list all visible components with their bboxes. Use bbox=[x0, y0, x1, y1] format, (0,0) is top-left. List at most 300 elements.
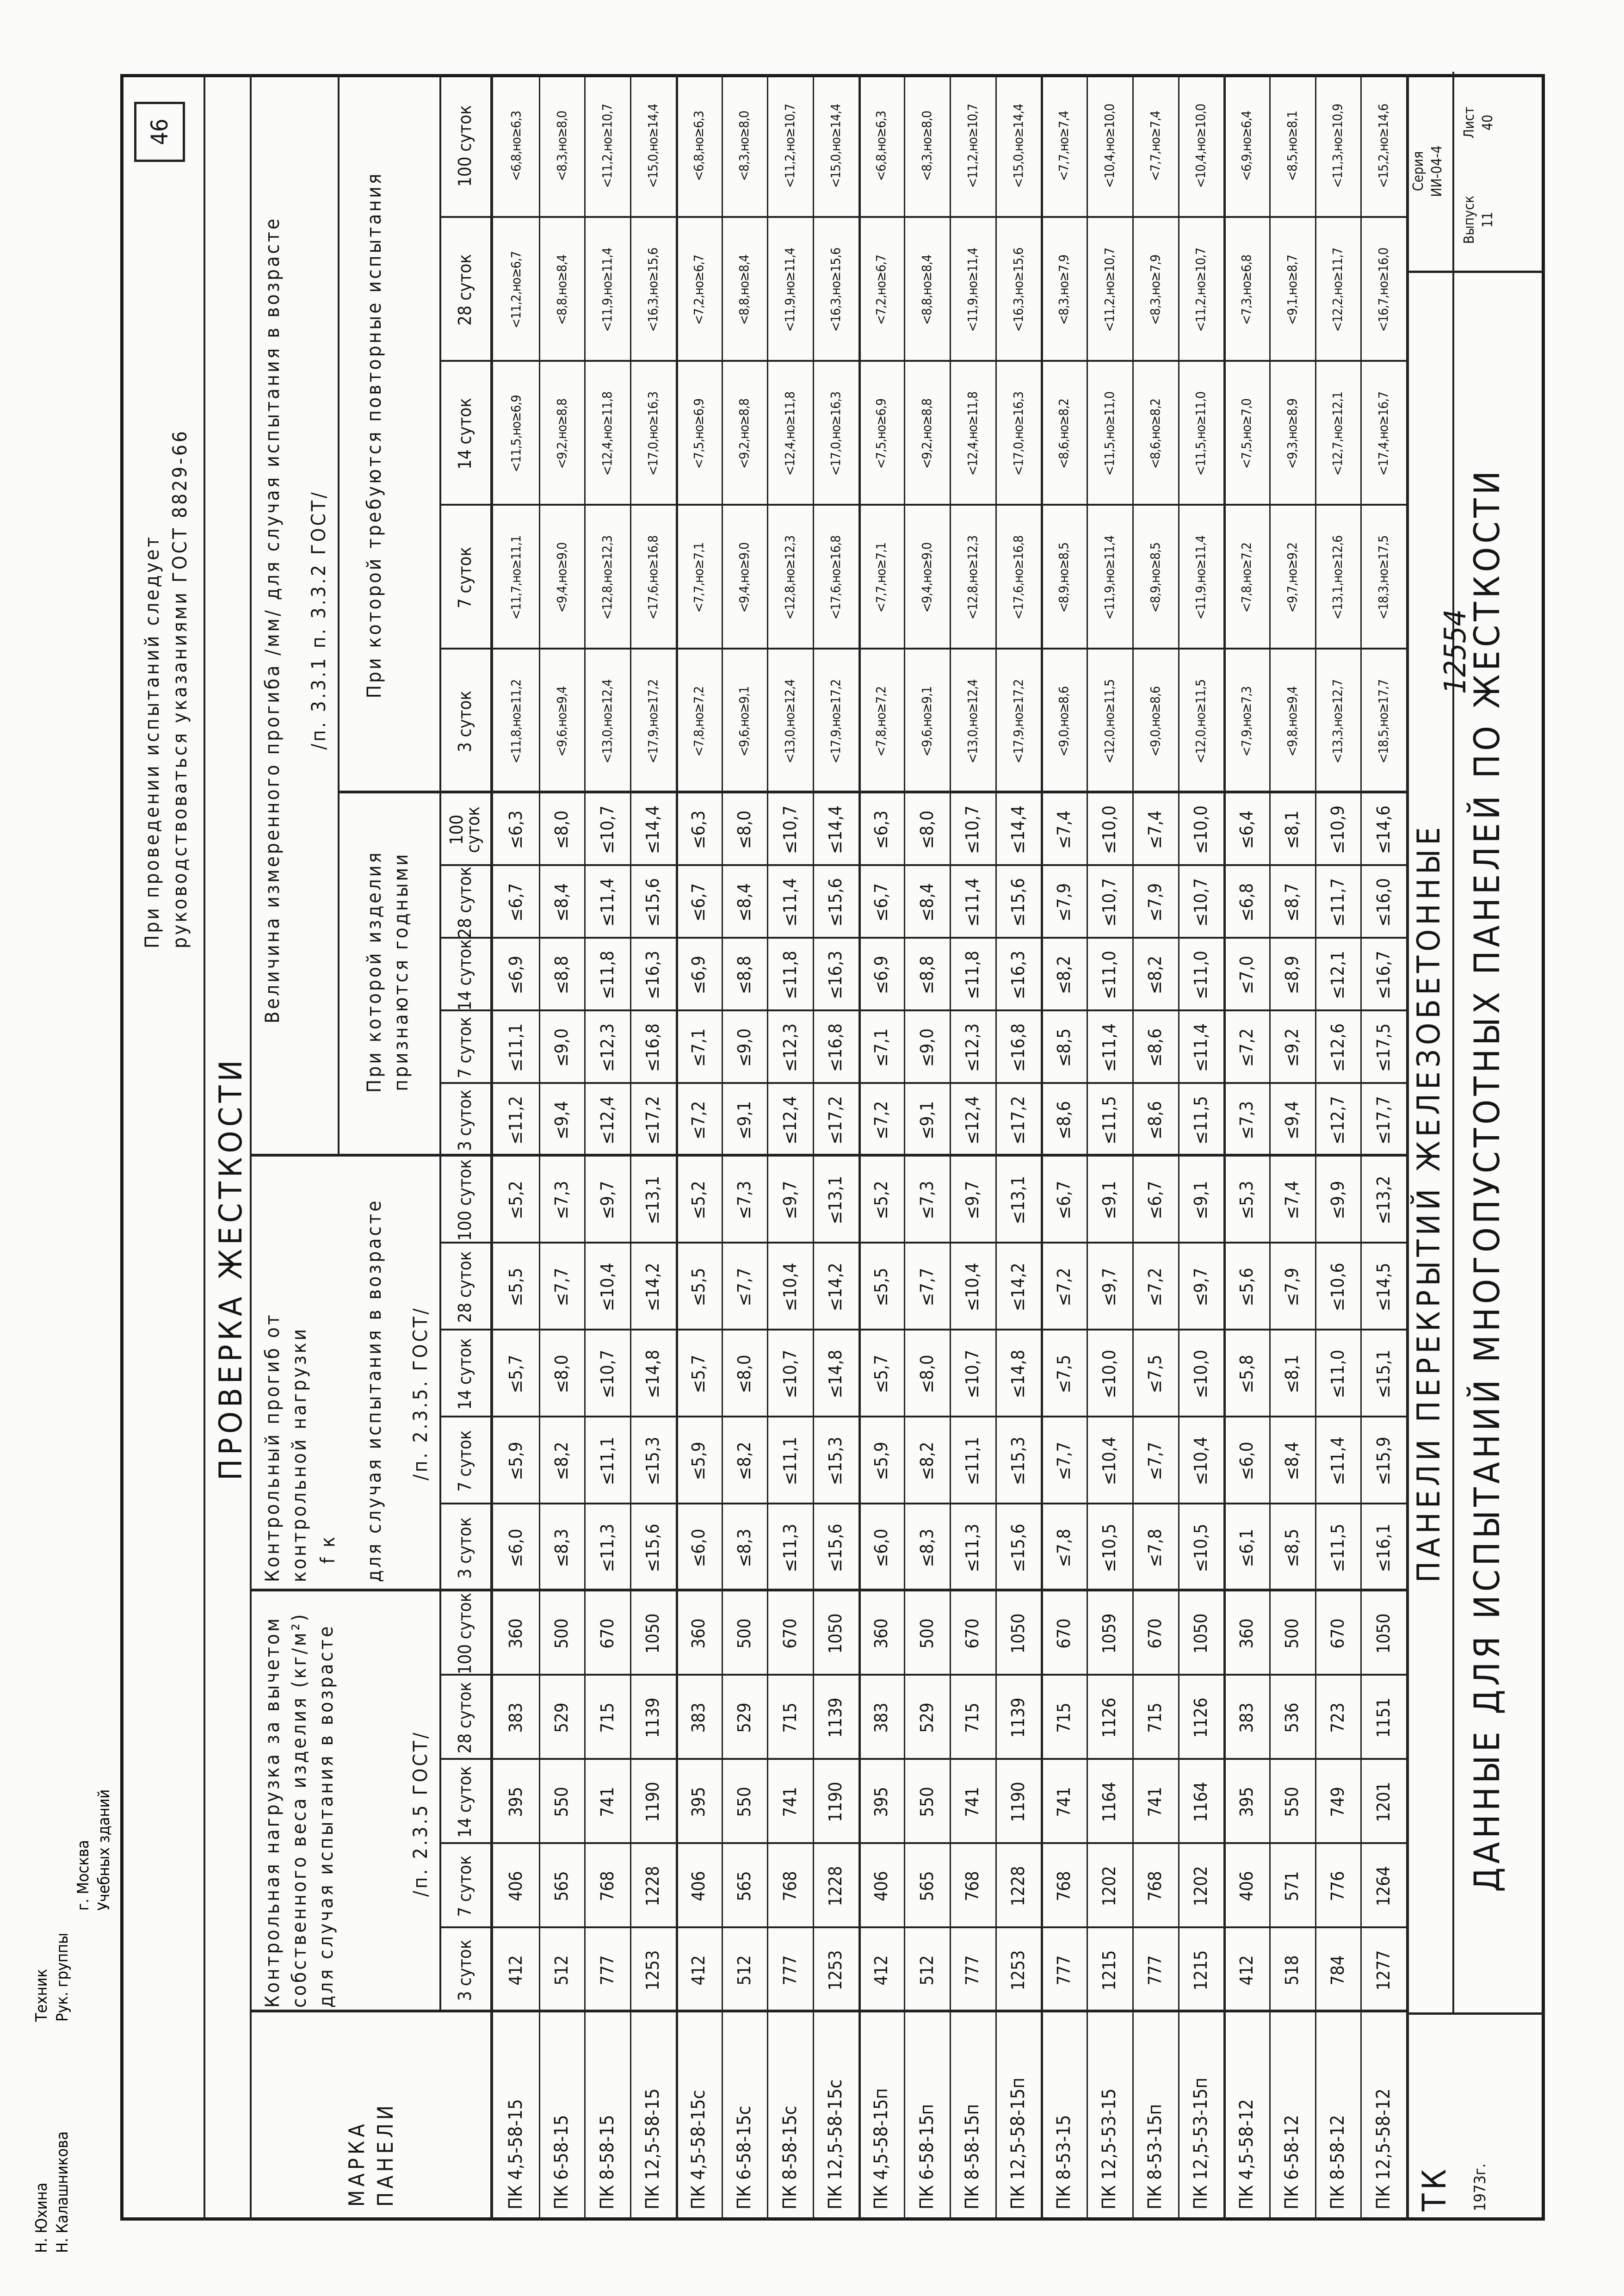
fit-cell: ≤16,3 bbox=[1008, 951, 1029, 999]
fit-cell: ≤14,4 bbox=[642, 805, 663, 854]
panel-mark: ПК 12,5-53-15 bbox=[1099, 2088, 1120, 2209]
header-deflection-formula: f к bbox=[316, 1534, 339, 1564]
load-cell: 715 bbox=[1145, 1702, 1166, 1733]
defl-cell: ≤7,7 bbox=[1145, 1442, 1166, 1480]
load-cell: 1190 bbox=[825, 1782, 846, 1822]
retest-cell: <11,9,но≥11,4 bbox=[1193, 535, 1209, 620]
defl-cell: ≤11,1 bbox=[962, 1436, 983, 1485]
load-cell: 412 bbox=[1236, 1955, 1257, 1986]
fit-cell: ≤7,4 bbox=[1145, 811, 1166, 849]
fit-cell: ≤9,4 bbox=[1282, 1101, 1303, 1139]
load-cell: 550 bbox=[1282, 1787, 1303, 1817]
fit-cell: ≤11,1 bbox=[506, 1023, 526, 1072]
retest-cell: <12,4,но≥11,8 bbox=[964, 391, 980, 476]
panel-mark: ПК 4,5-58-12 bbox=[1235, 2099, 1257, 2209]
defl-cell: ≤6,7 bbox=[1145, 1181, 1166, 1219]
panel-mark: ПК 12,5-58-12 bbox=[1372, 2088, 1394, 2209]
defl-cell: ≤10,4 bbox=[597, 1262, 617, 1312]
age-header-defl-4: 100 суток bbox=[455, 1159, 475, 1241]
load-cell: 1164 bbox=[1099, 1782, 1120, 1822]
fit-cell: ≤7,2 bbox=[688, 1101, 709, 1139]
panel-mark: ПК 8-58-12 bbox=[1327, 2115, 1348, 2209]
fit-cell: ≤8,4 bbox=[734, 883, 754, 922]
signature-block bbox=[28, 1689, 116, 2262]
retest-cell: <6,8,но≥6,3 bbox=[873, 111, 889, 181]
defl-cell: ≤14,5 bbox=[1373, 1262, 1394, 1312]
fit-cell: ≤7,1 bbox=[688, 1028, 709, 1067]
load-cell: 1190 bbox=[642, 1782, 663, 1822]
retest-cell: <11,7,но≥11,1 bbox=[508, 535, 524, 620]
retest-cell: <11,5,но≥11,0 bbox=[1101, 391, 1117, 476]
defl-cell: ≤15,9 bbox=[1373, 1436, 1394, 1485]
retest-cell: <12,8,но≥12,3 bbox=[599, 535, 615, 620]
retest-cell: <11,5,но≥11,0 bbox=[1193, 391, 1209, 476]
retest-cell: <7,5,но≥7,0 bbox=[1239, 398, 1254, 469]
load-cell: 412 bbox=[871, 1955, 891, 1986]
fit-cell: ≤12,3 bbox=[779, 1023, 800, 1072]
retest-cell: <8,5,но≥8,1 bbox=[1284, 111, 1300, 181]
retest-cell: <7,5,но≥6,9 bbox=[873, 398, 889, 469]
retest-cell: <7,2,но≥6,7 bbox=[691, 254, 706, 325]
retest-cell: <11,5,но≥6,9 bbox=[508, 395, 524, 472]
subtitle: ПАНЕЛИ ПЕРЕКРЫТИЙ ЖЕЛЕЗОБЕТОННЫЕ bbox=[1411, 823, 1447, 1583]
load-cell: 1139 bbox=[825, 1697, 846, 1738]
fit-cell: ≤8,7 bbox=[1282, 883, 1303, 922]
defl-cell: ≤10,7 bbox=[597, 1349, 617, 1399]
load-cell: 383 bbox=[506, 1702, 526, 1733]
defl-cell: ≤11,4 bbox=[1327, 1436, 1348, 1485]
retest-cell: <10,4,но≥10,0 bbox=[1101, 104, 1117, 188]
retest-cell: <6,9,но≥6,4 bbox=[1239, 111, 1254, 181]
age-header-fit-1: 7 суток bbox=[455, 1016, 475, 1079]
fit-cell: ≤10,7 bbox=[779, 805, 800, 854]
defl-cell: ≤14,2 bbox=[1008, 1262, 1029, 1312]
defl-cell: ≤9,7 bbox=[1099, 1268, 1120, 1306]
retest-cell: <17,6,но≥16,8 bbox=[645, 535, 661, 620]
retest-cell: <7,8,но≥7,2 bbox=[691, 686, 706, 757]
fit-cell: ≤11,0 bbox=[1099, 951, 1120, 999]
defl-cell: ≤9,7 bbox=[779, 1181, 800, 1219]
defl-cell: ≤5,2 bbox=[506, 1181, 526, 1219]
fit-cell: ≤11,4 bbox=[1099, 1023, 1120, 1072]
header-deflection-case: для случая испытания в возрасте bbox=[363, 1198, 385, 1582]
defl-cell: ≤10,5 bbox=[1099, 1523, 1120, 1572]
retest-cell: <17,0,но≥16,3 bbox=[1010, 391, 1026, 476]
fit-cell: ≤9,0 bbox=[734, 1028, 754, 1067]
load-cell: 1050 bbox=[1008, 1613, 1029, 1654]
fit-cell: ≤8,1 bbox=[1282, 811, 1303, 849]
defl-cell: ≤10,0 bbox=[1190, 1349, 1211, 1399]
defl-cell: ≤14,8 bbox=[825, 1349, 846, 1399]
retest-cell: <7,8,но≥7,2 bbox=[1239, 542, 1254, 613]
retest-cell: <8,3,но≥8,0 bbox=[554, 111, 569, 181]
load-cell: 715 bbox=[1053, 1702, 1074, 1733]
defl-cell: ≤6,0 bbox=[871, 1529, 891, 1567]
retest-cell: <11,2,но≥10,7 bbox=[1101, 248, 1117, 332]
retest-cell: <9,6,но≥9,4 bbox=[554, 686, 569, 757]
load-cell: 360 bbox=[506, 1618, 526, 1649]
age-header-retest-4: 100 суток bbox=[455, 105, 475, 187]
defl-cell: ≤11,3 bbox=[597, 1523, 617, 1572]
retest-cell: <17,4,но≥16,7 bbox=[1376, 391, 1391, 476]
panel-mark: ПК 4,5-58-15 bbox=[505, 2099, 527, 2209]
age-header-retest-3: 28 суток bbox=[455, 254, 475, 326]
retest-cell: <18,5,но≥17,7 bbox=[1376, 679, 1391, 764]
load-cell: 1253 bbox=[825, 1950, 846, 1991]
retest-cell: <7,3,но≥6,8 bbox=[1239, 254, 1254, 325]
age-header-load-4: 100 суток bbox=[455, 1592, 475, 1675]
fit-cell: ≤11,5 bbox=[1190, 1096, 1211, 1145]
load-cell: 777 bbox=[1053, 1955, 1074, 1986]
retest-cell: <9,1,но≥8,7 bbox=[1284, 254, 1300, 325]
load-cell: 1215 bbox=[1190, 1950, 1211, 1991]
retest-cell: <8,8,но≥8,4 bbox=[919, 254, 935, 325]
retest-cell: <8,3,но≥7,9 bbox=[1147, 254, 1163, 325]
top-band-line bbox=[204, 74, 205, 2221]
load-cell: 741 bbox=[779, 1787, 800, 1817]
defl-cell: ≤15,6 bbox=[825, 1523, 846, 1572]
measured-line bbox=[338, 74, 340, 1157]
load-cell: 395 bbox=[1236, 1787, 1257, 1817]
header-deflection: Контрольный прогиб от контрольной нагрузки bbox=[261, 1312, 310, 1582]
load-cell: 512 bbox=[734, 1955, 754, 1986]
retest-cell: <7,7,но≥7,1 bbox=[873, 542, 889, 613]
load-cell: 1050 bbox=[825, 1613, 846, 1654]
fit-cell: ≤12,4 bbox=[779, 1096, 800, 1145]
load-cell: 768 bbox=[597, 1871, 617, 1901]
load-cell: 383 bbox=[688, 1702, 709, 1733]
stamp-role1: Рук. группы bbox=[53, 1932, 72, 2022]
fit-cell: ≤7,1 bbox=[871, 1028, 891, 1067]
retest-cell: <17,9,но≥17,2 bbox=[1010, 679, 1026, 764]
defl-cell: ≤7,5 bbox=[1145, 1355, 1166, 1393]
defl-cell: ≤8,3 bbox=[734, 1529, 754, 1567]
load-cell: 550 bbox=[734, 1787, 754, 1817]
fit-cell: ≤11,0 bbox=[1190, 951, 1211, 999]
load-cell: 360 bbox=[688, 1618, 709, 1649]
load-cell: 412 bbox=[506, 1955, 526, 1986]
defl-cell: ≤13,1 bbox=[1008, 1176, 1029, 1225]
retest-cell: <11,9,но≥11,4 bbox=[599, 248, 615, 332]
load-cell: 565 bbox=[734, 1871, 754, 1901]
fit-cell: ≤11,4 bbox=[962, 878, 983, 927]
panel-mark: ПК 6-58-12 bbox=[1281, 2115, 1303, 2209]
retest-cell: <15,2,но≥14,6 bbox=[1376, 104, 1391, 188]
fit-cell: ≤6,4 bbox=[1236, 811, 1257, 849]
defl-cell: ≤7,8 bbox=[1053, 1529, 1074, 1567]
load-cell: 1139 bbox=[1008, 1697, 1029, 1738]
defl-cell: ≤7,3 bbox=[551, 1181, 572, 1219]
age-header-load-3: 28 суток bbox=[455, 1682, 475, 1754]
retest-cell: <13,0,но≥12,4 bbox=[599, 679, 615, 764]
retest-cell: <8,8,но≥8,4 bbox=[554, 254, 569, 325]
panel-mark: ПК 12,5-58-15с bbox=[825, 2079, 846, 2209]
retest-cell: <11,2,но≥10,7 bbox=[964, 104, 980, 188]
load-cell: 406 bbox=[1236, 1871, 1257, 1901]
fit-cell: ≤16,7 bbox=[1373, 951, 1394, 999]
retest-cell: <9,4,но≥9,0 bbox=[919, 542, 935, 613]
load-cell: 1277 bbox=[1373, 1950, 1394, 1991]
retest-cell: <7,7,но≥7,4 bbox=[1147, 111, 1163, 181]
defl-cell: ≤11,3 bbox=[962, 1523, 983, 1572]
load-cell: 741 bbox=[1053, 1787, 1074, 1817]
load-cell: 1201 bbox=[1373, 1782, 1394, 1822]
load-cell: 1228 bbox=[642, 1866, 663, 1906]
retest-cell: <9,4,но≥9,0 bbox=[736, 542, 752, 613]
defl-cell: ≤8,2 bbox=[734, 1442, 754, 1480]
load-cell: 1215 bbox=[1099, 1950, 1120, 1991]
stamp-sheet-value: 40 bbox=[1480, 114, 1496, 131]
retest-cell: <6,8,но≥6,3 bbox=[508, 111, 524, 181]
defl-cell: ≤8,2 bbox=[551, 1442, 572, 1480]
defl-cell: ≤14,2 bbox=[642, 1262, 663, 1312]
defl-cell: ≤15,3 bbox=[825, 1436, 846, 1485]
load-cell: 1151 bbox=[1373, 1697, 1394, 1738]
fit-cell: ≤9,1 bbox=[916, 1101, 937, 1139]
retest-cell: <11,2,но≥6,7 bbox=[508, 251, 524, 328]
age-header-defl-2: 14 суток bbox=[455, 1338, 475, 1410]
retest-cell: <7,5,но≥6,9 bbox=[691, 398, 706, 469]
defl-cell: ≤8,1 bbox=[1282, 1355, 1303, 1393]
age-header-fit-2: 14 суток bbox=[455, 939, 475, 1011]
retest-cell: <12,8,но≥12,3 bbox=[964, 535, 980, 620]
fit-cell: ≤14,4 bbox=[825, 805, 846, 854]
fit-cell: ≤12,3 bbox=[597, 1023, 617, 1072]
retest-cell: <16,3,но≥15,6 bbox=[827, 248, 843, 332]
defl-cell: ≤10,5 bbox=[1190, 1523, 1211, 1572]
stamp-sheet-label: Лист bbox=[1461, 106, 1477, 139]
fit-cell: ≤6,7 bbox=[506, 883, 526, 922]
defl-cell: ≤10,0 bbox=[1099, 1349, 1120, 1399]
retest-cell: <16,7,но≥16,0 bbox=[1376, 248, 1391, 332]
retest-cell: <10,4,но≥10,0 bbox=[1193, 104, 1209, 188]
load-cell: 500 bbox=[551, 1618, 572, 1649]
retest-cell: <11,2,но≥10,7 bbox=[782, 104, 798, 188]
retest-cell: <7,8,но≥7,2 bbox=[873, 686, 889, 757]
retest-cell: <12,0,но≥11,5 bbox=[1193, 679, 1209, 764]
fit-cell: ≤10,7 bbox=[1099, 878, 1120, 927]
fit-cell: ≤16,0 bbox=[1373, 878, 1394, 927]
panel-mark: ПК 12,5-53-15п bbox=[1190, 2077, 1211, 2209]
page-title: ДАННЫЕ ДЛЯ ИСПЫТАНИЙ МНОГОПУСТОТНЫХ ПАНЕЛЕЙ ПО ЖЕСТКОСТИ bbox=[1466, 467, 1507, 1892]
fit-cell: ≤14,4 bbox=[1008, 805, 1029, 854]
stamp-role2: Техник bbox=[32, 1969, 51, 2022]
retest-cell: <15,0,но≥14,4 bbox=[645, 104, 661, 188]
fit-cell: ≤6,7 bbox=[688, 883, 709, 922]
load-cell: 715 bbox=[597, 1702, 617, 1733]
defl-cell: ≤7,8 bbox=[1145, 1529, 1166, 1567]
defl-cell: ≤13,1 bbox=[642, 1176, 663, 1225]
load-cell: 741 bbox=[597, 1787, 617, 1817]
defl-cell: ≤8,0 bbox=[551, 1355, 572, 1393]
load-cell: 1228 bbox=[1008, 1866, 1029, 1906]
fit-cell: ≤8,2 bbox=[1145, 956, 1166, 994]
fit-cell: ≤16,8 bbox=[1008, 1023, 1029, 1072]
fit-cell: ≤12,7 bbox=[1327, 1096, 1348, 1145]
section-title: ПРОВЕРКА ЖЕСТКОСТИ bbox=[213, 1056, 249, 1480]
retest-cell: <8,9,но≥8,5 bbox=[1147, 542, 1163, 613]
load-cell: 741 bbox=[1145, 1787, 1166, 1817]
retest-cell: <6,8,но≥6,3 bbox=[691, 111, 706, 181]
fit-cell: ≤7,3 bbox=[1236, 1101, 1257, 1139]
defl-cell: ≤6,0 bbox=[506, 1529, 526, 1567]
retest-cell: <8,6,но≥8,2 bbox=[1147, 398, 1163, 469]
retest-cell: <17,0,но≥16,3 bbox=[645, 391, 661, 476]
load-cell: 500 bbox=[734, 1618, 754, 1649]
panel-mark: ПК 4,5-58-15п bbox=[870, 2088, 892, 2209]
fit-cell: ≤8,4 bbox=[551, 883, 572, 922]
top-note-line2: руководствоваться указаниями ГОСТ 8829-66 bbox=[168, 429, 191, 948]
defl-cell: ≤10,4 bbox=[779, 1262, 800, 1312]
age-header-defl-3: 28 суток bbox=[455, 1251, 475, 1323]
defl-cell: ≤6,0 bbox=[688, 1529, 709, 1567]
retest-cell: <8,9,но≥8,5 bbox=[1056, 542, 1072, 613]
defl-cell: ≤15,3 bbox=[642, 1436, 663, 1485]
load-cell: 1126 bbox=[1099, 1697, 1120, 1738]
retest-cell: <9,6,но≥9,1 bbox=[919, 686, 935, 757]
panel-mark: ПК 8-53-15 bbox=[1053, 2115, 1074, 2209]
load-cell: 1190 bbox=[1008, 1782, 1029, 1822]
retest-cell: <9,4,но≥9,0 bbox=[554, 542, 569, 613]
load-cell: 550 bbox=[551, 1787, 572, 1817]
fit-cell: ≤8,8 bbox=[551, 956, 572, 994]
defl-cell: ≤16,1 bbox=[1373, 1523, 1394, 1572]
defl-cell: ≤9,7 bbox=[1190, 1268, 1211, 1306]
load-cell: 670 bbox=[962, 1618, 983, 1649]
defl-cell: ≤15,6 bbox=[642, 1523, 663, 1572]
age-header-retest-0: 3 суток bbox=[455, 690, 475, 753]
retest-cell: <9,2,но≥8,8 bbox=[919, 398, 935, 469]
load-cell: 529 bbox=[916, 1702, 937, 1733]
stamp-person1: Н. Калашникова bbox=[53, 2131, 72, 2253]
fit-cell: ≤17,5 bbox=[1373, 1023, 1394, 1072]
fit-cell: ≤11,8 bbox=[962, 951, 983, 999]
fit-cell: ≤12,6 bbox=[1327, 1023, 1348, 1072]
load-cell: 550 bbox=[916, 1787, 937, 1817]
fit-cell: ≤11,8 bbox=[779, 951, 800, 999]
load-cell: 529 bbox=[551, 1702, 572, 1733]
fit-cell: ≤10,0 bbox=[1190, 805, 1211, 854]
retest-cell: <9,2,но≥8,8 bbox=[554, 398, 569, 469]
header-mark: МАРКА ПАНЕЛИ bbox=[344, 2102, 398, 2207]
load-cell: 395 bbox=[688, 1787, 709, 1817]
load-cell: 565 bbox=[551, 1871, 572, 1901]
defl-cell: ≤7,7 bbox=[551, 1268, 572, 1306]
load-cell: 395 bbox=[506, 1787, 526, 1817]
retest-cell: <17,0,но≥16,3 bbox=[827, 391, 843, 476]
age-header-load-0: 3 суток bbox=[455, 1939, 475, 2001]
defl-cell: ≤10,6 bbox=[1327, 1262, 1348, 1312]
fit-cell: ≤12,4 bbox=[962, 1096, 983, 1145]
defl-cell: ≤5,7 bbox=[688, 1355, 709, 1393]
retest-cell: <12,8,но≥12,3 bbox=[782, 535, 798, 620]
stamp-person2: Н. Юхина bbox=[32, 2182, 51, 2253]
fit-cell: ≤7,2 bbox=[871, 1101, 891, 1139]
fit-cell: ≤6,9 bbox=[506, 956, 526, 994]
fit-cell: ≤8,6 bbox=[1053, 1101, 1074, 1139]
load-cell: 500 bbox=[1282, 1618, 1303, 1649]
load-cell: 670 bbox=[597, 1618, 617, 1649]
defl-cell: ≤9,7 bbox=[597, 1181, 617, 1219]
defl-cell: ≤5,2 bbox=[688, 1181, 709, 1219]
section-line bbox=[250, 74, 252, 2221]
defl-cell: ≤14,8 bbox=[642, 1349, 663, 1399]
load-cell: 529 bbox=[734, 1702, 754, 1733]
defl-cell: ≤10,4 bbox=[962, 1262, 983, 1312]
panel-mark: ПК 6-58-15с bbox=[733, 2105, 755, 2209]
load-cell: 406 bbox=[871, 1871, 891, 1901]
retest-cell: <9,6,но≥9,1 bbox=[736, 686, 752, 757]
defl-cell: ≤5,7 bbox=[506, 1355, 526, 1393]
load-cell: 395 bbox=[871, 1787, 891, 1817]
fit-cell: ≤15,6 bbox=[642, 878, 663, 927]
load-cell: 670 bbox=[1327, 1618, 1348, 1649]
fit-cell: ≤9,0 bbox=[551, 1028, 572, 1067]
rotated-sheet bbox=[120, 74, 1545, 2221]
retest-cell: <9,8,но≥9,4 bbox=[1284, 686, 1300, 757]
defl-cell: ≤8,0 bbox=[734, 1355, 754, 1393]
retest-cell: <13,0,но≥12,4 bbox=[782, 679, 798, 764]
top-note-line1: При проведении испытаний следует bbox=[141, 534, 163, 948]
panel-mark: ПК 8-58-15п bbox=[962, 2104, 983, 2209]
stamp-left bbox=[1406, 2012, 1545, 2221]
defl-cell: ≤11,5 bbox=[1327, 1523, 1348, 1572]
retest-cell: <13,3,но≥12,7 bbox=[1330, 679, 1346, 764]
fit-cell: ≤11,4 bbox=[597, 878, 617, 927]
age-header-retest-2: 14 суток bbox=[455, 398, 475, 470]
load-cell: 1050 bbox=[1373, 1613, 1394, 1654]
load-cell: 768 bbox=[1145, 1871, 1166, 1901]
defl-cell: ≤6,0 bbox=[1236, 1442, 1257, 1480]
fit-cell: ≤6,9 bbox=[688, 956, 709, 994]
fit-cell: ≤6,3 bbox=[506, 811, 526, 849]
load-cell: 500 bbox=[916, 1618, 937, 1649]
age-header-fit-3: 28 суток bbox=[455, 866, 475, 938]
defl-cell: ≤15,3 bbox=[1008, 1436, 1029, 1485]
fit-cell: ≤6,3 bbox=[871, 811, 891, 849]
defl-cell: ≤5,6 bbox=[1236, 1268, 1257, 1306]
panel-mark: ПК 8-58-15 bbox=[596, 2115, 618, 2209]
stamp-issue-label: Выпуск bbox=[1461, 195, 1477, 244]
fit-cell: ≤6,8 bbox=[1236, 883, 1257, 922]
fit-cell: ≤15,6 bbox=[1008, 878, 1029, 927]
panel-mark: ПК 12,5-58-15п bbox=[1007, 2077, 1029, 2209]
fit-cell: ≤17,2 bbox=[642, 1096, 663, 1145]
retest-cell: <13,0,но≥12,4 bbox=[964, 679, 980, 764]
registration-number: 12554 bbox=[1439, 609, 1473, 694]
fit-cell: ≤8,0 bbox=[551, 811, 572, 849]
panel-mark: ПК 6-58-15п bbox=[916, 2104, 938, 2209]
defl-cell: ≤13,1 bbox=[825, 1176, 846, 1225]
defl-cell: ≤11,1 bbox=[779, 1436, 800, 1485]
fit-cell: ≤8,0 bbox=[734, 811, 754, 849]
load-cell: 1164 bbox=[1190, 1782, 1211, 1822]
load-cell: 383 bbox=[1236, 1702, 1257, 1733]
defl-cell: ≤5,7 bbox=[871, 1355, 891, 1393]
load-cell: 512 bbox=[551, 1955, 572, 1986]
load-cell: 715 bbox=[962, 1702, 983, 1733]
defl-cell: ≤14,2 bbox=[825, 1262, 846, 1312]
retest-cell: <7,9,но≥7,3 bbox=[1239, 686, 1254, 757]
retest-cell: <9,3,но≥8,9 bbox=[1284, 398, 1300, 469]
retest-cell: <13,1,но≥12,6 bbox=[1330, 535, 1346, 620]
defl-cell: ≤10,7 bbox=[962, 1349, 983, 1399]
defl-cell: ≤8,3 bbox=[916, 1529, 937, 1567]
defl-cell: ≤5,2 bbox=[871, 1181, 891, 1219]
fit-cell: ≤17,2 bbox=[1008, 1096, 1029, 1145]
load-cell: 1050 bbox=[1190, 1613, 1211, 1654]
defl-cell: ≤11,0 bbox=[1327, 1349, 1348, 1399]
